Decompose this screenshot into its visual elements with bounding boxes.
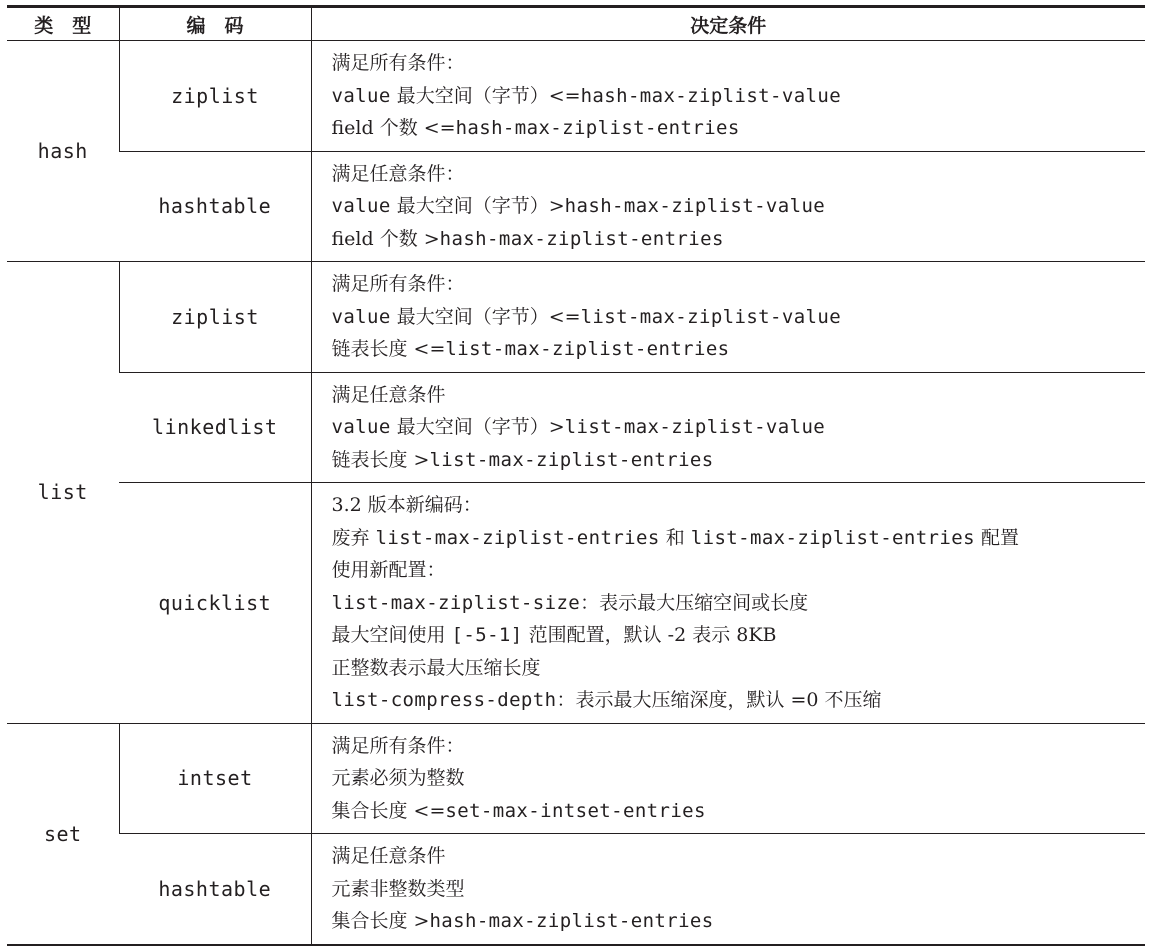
type-cell: list: [7, 262, 119, 724]
table-row: [7, 262, 1145, 373]
condition-line: [332, 762, 1146, 795]
config-name-text: hash-max-ziplist-entries: [429, 910, 714, 932]
config-name-text: list-max-ziplist-value: [564, 416, 826, 438]
condition-text: 和: [659, 526, 691, 549]
condition-cell: [311, 262, 1145, 373]
condition-line: [332, 730, 1146, 763]
encoding-cell: linkedlist: [119, 372, 311, 483]
condition-text: 满足任意条件: [331, 845, 446, 867]
config-name-text: value: [331, 195, 391, 217]
encoding-cell: hashtable: [119, 151, 311, 262]
condition-text: 最大空间（字节）>: [390, 195, 565, 217]
condition-text: 链表长度 <=: [331, 338, 446, 360]
encoding-table-container: [7, 5, 1145, 946]
condition-line: [332, 619, 1146, 652]
condition-text: 元素非整数类型: [331, 877, 465, 900]
condition-text: 元素必须为整数: [331, 767, 465, 789]
condition-cell: [311, 372, 1145, 483]
condition-line: [332, 444, 1146, 477]
config-name-text: value: [331, 416, 391, 438]
condition-text: 最大空间使用: [331, 624, 452, 646]
header-encoding: 编 码: [119, 7, 311, 41]
table-header: [7, 7, 1145, 41]
condition-text: ：表示最大压缩深度，默认 =0 不压缩: [556, 689, 882, 711]
condition-line: [332, 795, 1146, 828]
condition-text: 范围配置，默认 -2 表示 8KB: [522, 624, 777, 646]
condition-text: 满足所有条件：: [331, 734, 465, 757]
table-row: [7, 151, 1145, 262]
condition-text: 最大空间（字节）>: [390, 416, 565, 438]
condition-text: 满足任意条件: [331, 383, 446, 406]
config-name-text: hash-max-ziplist-entries: [439, 227, 724, 250]
condition-text: 集合长度 >: [331, 910, 430, 932]
condition-line: [332, 379, 1146, 412]
condition-line: [332, 301, 1146, 334]
config-name-text: hash-max-ziplist-value: [564, 195, 826, 217]
condition-text: 集合长度 <=: [331, 799, 446, 822]
condition-cell: [311, 834, 1145, 945]
config-name-text: value: [331, 84, 391, 107]
condition-line: [332, 112, 1146, 145]
condition-line: [332, 587, 1146, 620]
table-row: [7, 834, 1145, 945]
config-name-text: list-max-ziplist-size: [331, 591, 581, 614]
condition-line: [332, 652, 1146, 685]
type-cell: hash: [7, 41, 119, 262]
config-name-text: set-max-intset-entries: [445, 799, 706, 822]
table-row: [7, 41, 1145, 152]
condition-line: [332, 554, 1146, 587]
header-type: 类 型: [7, 7, 119, 41]
table-body: [7, 41, 1145, 945]
condition-line: [332, 905, 1146, 938]
table-row: [7, 723, 1145, 834]
condition-text: 满足所有条件：: [331, 273, 465, 295]
condition-text: ：表示最大压缩空间或长度: [580, 591, 809, 614]
table-row: [7, 483, 1145, 724]
encoding-cell: ziplist: [119, 41, 311, 152]
condition-line: [332, 47, 1146, 80]
header-row: [7, 7, 1145, 41]
config-name-text: list-max-ziplist-entries: [429, 448, 714, 471]
condition-line: [332, 522, 1146, 555]
condition-text: 满足任意条件：: [331, 162, 465, 185]
encoding-cell: hashtable: [119, 834, 311, 945]
encoding-cell: quicklist: [119, 483, 311, 724]
condition-line: [332, 158, 1146, 191]
config-name-text: list-compress-depth: [331, 689, 557, 711]
condition-text: 废弃: [331, 526, 376, 549]
config-name-text: [-5-1]: [451, 624, 523, 646]
condition-line: [332, 840, 1146, 873]
config-name-text: list-max-ziplist-entries: [445, 338, 730, 360]
config-name-text: list-max-ziplist-entries: [690, 526, 975, 549]
table-row: [7, 372, 1145, 483]
condition-text: 最大空间（字节）<=: [390, 305, 581, 328]
header-condition: 决定条件: [311, 7, 1145, 41]
type-cell: set: [7, 723, 119, 945]
config-name-text: list-max-ziplist-value: [580, 305, 842, 328]
condition-text: 使用新配置：: [331, 559, 446, 581]
encoding-conditions-table: [7, 5, 1145, 946]
condition-line: [332, 223, 1146, 256]
condition-text: 满足所有条件：: [331, 52, 465, 74]
condition-line: [332, 411, 1146, 444]
condition-line: [332, 333, 1146, 366]
condition-line: [332, 873, 1146, 906]
config-name-text: hash-max-ziplist-entries: [455, 117, 740, 139]
condition-text: 3.2 版本新编码：: [331, 494, 482, 516]
config-name-text: hash-max-ziplist-value: [580, 84, 842, 107]
condition-line: [332, 268, 1146, 301]
config-name-text: list-max-ziplist-entries: [375, 526, 660, 549]
condition-cell: [311, 483, 1145, 724]
condition-line: [332, 684, 1146, 717]
condition-cell: [311, 41, 1145, 152]
condition-text: 配置: [974, 526, 1019, 549]
condition-line: [332, 190, 1146, 223]
condition-cell: [311, 151, 1145, 262]
config-name-text: value: [331, 305, 391, 328]
condition-text: 链表长度 >: [331, 448, 430, 471]
condition-line: [332, 80, 1146, 113]
condition-text: field 个数 <=: [331, 117, 456, 139]
condition-text: 正整数表示最大压缩长度: [331, 656, 541, 679]
encoding-cell: ziplist: [119, 262, 311, 373]
condition-text: 最大空间（字节）<=: [390, 84, 581, 107]
condition-line: [332, 489, 1146, 522]
condition-text: field 个数 >: [331, 227, 440, 250]
encoding-cell: intset: [119, 723, 311, 834]
condition-cell: [311, 723, 1145, 834]
